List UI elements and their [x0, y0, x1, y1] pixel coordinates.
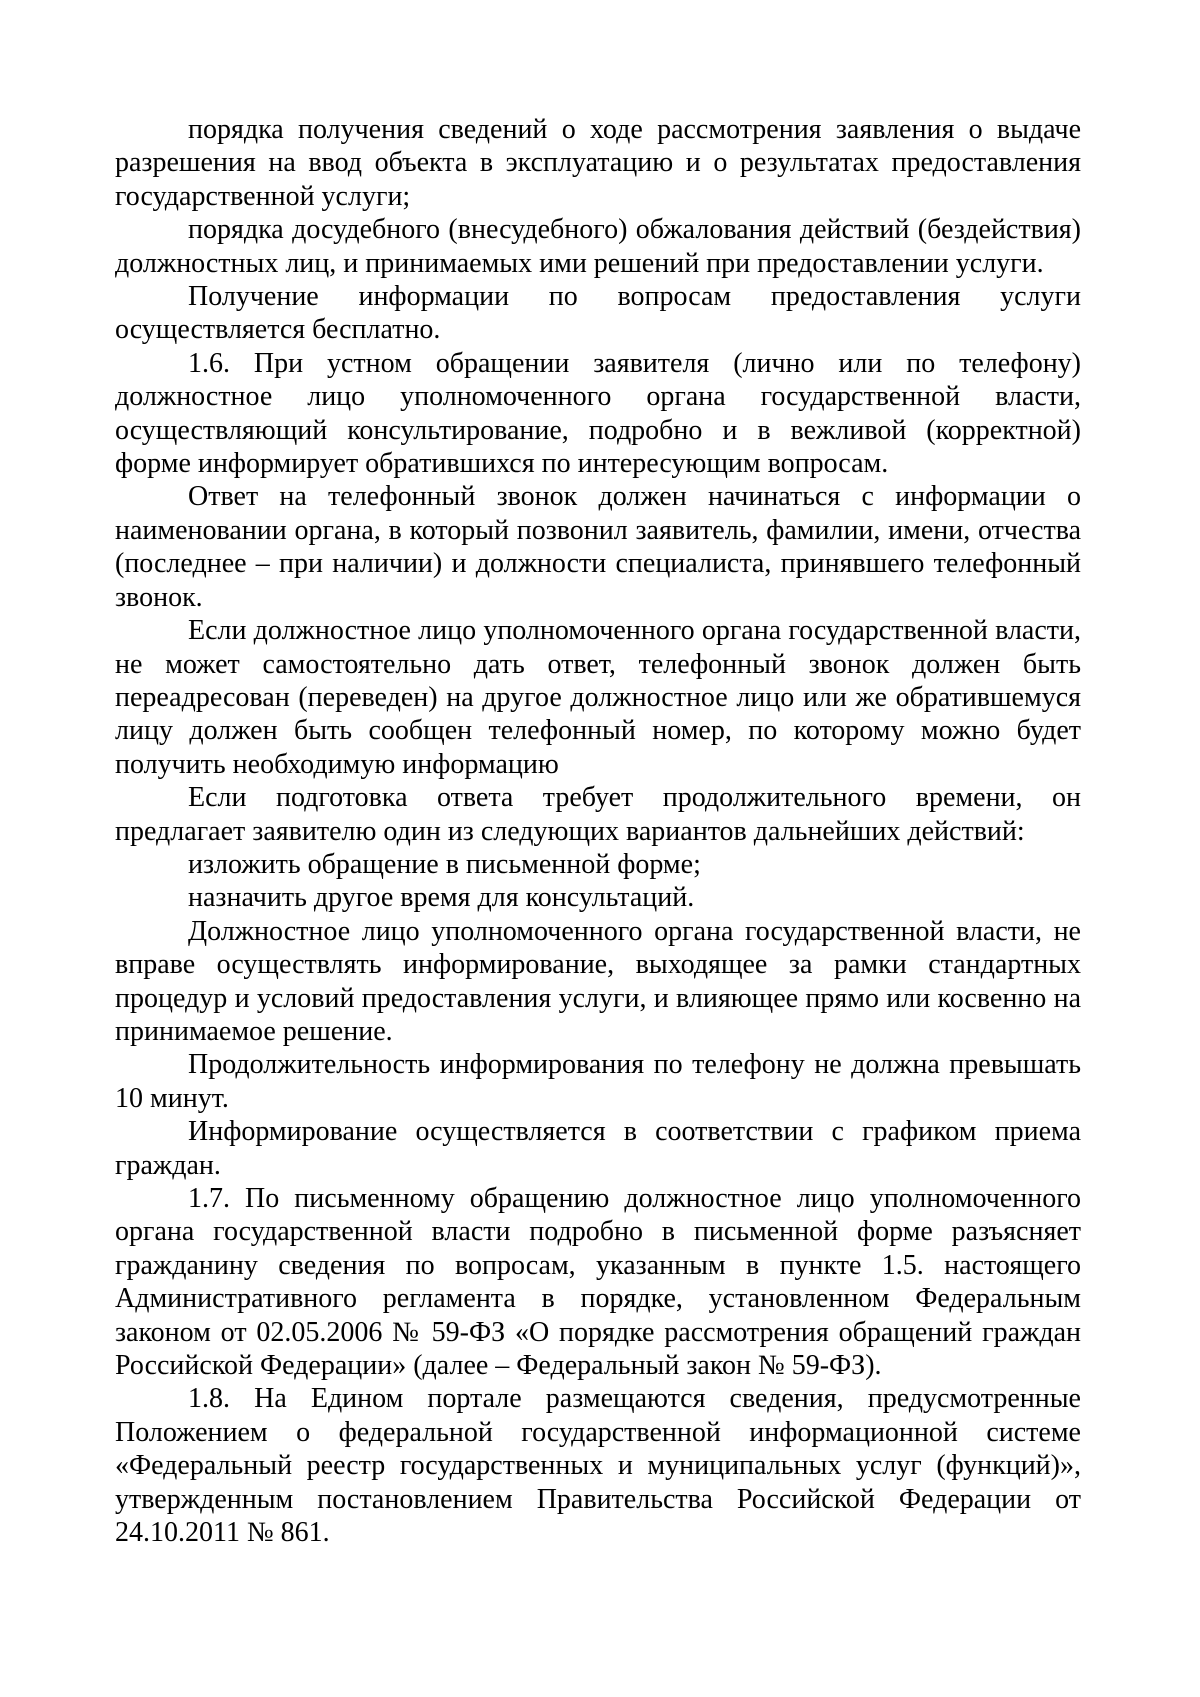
paragraph-long-answer: Если подготовка ответа требует продолжительного времени, он предлагает заявителю один из следующих вариантов дальнейших действий:	[115, 782, 1081, 847]
paragraph-info-procedure: порядка получения сведений о ходе рассмотрения заявления о выдаче разрешения на ввод объекта в эксплуатацию и о результатах предоставления государственной услуги;	[115, 114, 1081, 212]
paragraph-phone-answer: Ответ на телефонный звонок должен начинаться с информации о наименовании органа, в который позвонил заявитель, фамилии, имени, отчества (последнее – при наличии) и должности специалиста, принявшего телефонный звонок.	[115, 481, 1081, 613]
paragraph-option-written: изложить обращение в письменной форме;	[188, 848, 701, 880]
paragraph-appeal-procedure: порядка досудебного (внесудебного) обжалования действий (бездействия) должностных лиц, и принимаемых ими решений при предоставлении услуги.	[115, 214, 1081, 279]
paragraph-section-1-8: 1.8. На Едином портале размещаются сведения, предусмотренные Положением о федеральной государственной информационной системе «Федеральный реестр государственных и муниципальных услуг (функций)», утвержденным постановлением Правительства Российской Федерации от 24.10.2011 № 861.	[115, 1383, 1081, 1549]
paragraph-option-reschedule: назначить другое время для консультаций.	[188, 882, 695, 914]
paragraph-section-1-7: 1.7. По письменному обращению должностное лицо уполномоченного органа государственной власти подробно в письменной форме разъясняет гражданину сведения по вопросам, указанным в пункте 1.5. настоящего Административного регламента в порядке, установленном Федеральным законом от 02.05.2006 № 59-ФЗ «О порядке рассмотрения обращений граждан Российской Федерации» (далее – Федеральный закон № 59-ФЗ).	[115, 1183, 1081, 1382]
paragraph-call-duration: Продолжительность информирования по телефону не должна превышать 10 минут.	[115, 1049, 1081, 1114]
paragraph-call-redirect: Если должностное лицо уполномоченного органа государственной власти, не может самостоятельно дать ответ, телефонный звонок должен быть переадресован (переведен) на другое должностное лицо или же обратившемуся лицу должен быть сообщен телефонный номер, по которому можно будет получить необходимую информацию	[115, 615, 1081, 780]
document-page	[115, 113, 1081, 1549]
paragraph-free-info: Получение информации по вопросам предоставления услуги осуществляется бесплатно.	[115, 281, 1081, 346]
paragraph-info-limits: Должностное лицо уполномоченного органа государственной власти, не вправе осуществлять информирование, выходящее за рамки стандартных процедур и условий предоставления услуги, и влияющее прямо или косвенно на принимаемое решение.	[115, 915, 1081, 1047]
paragraph-schedule: Информирование осуществляется в соответствии с графиком приема граждан.	[115, 1116, 1081, 1181]
paragraph-section-1-6: 1.6. При устном обращении заявителя (лично или по телефону) должностное лицо уполномоченного органа государственной власти, осуществляющий консультирование, подробно и в вежливой (корректной) форме информирует обратившихся по интересующим вопросам.	[115, 347, 1081, 480]
